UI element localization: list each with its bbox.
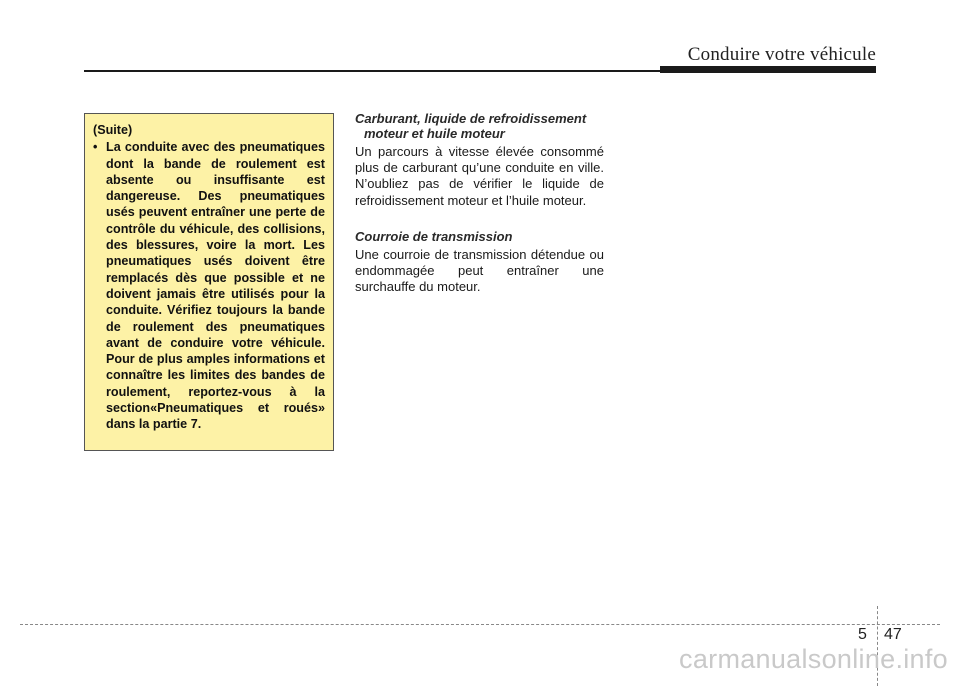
bullet-icon: • [93,140,98,155]
right-column [355,111,604,295]
footer-rule [20,624,940,625]
chapter-number: 5 [858,626,867,643]
section-body: Une courroie de transmission détendue ou endommagée peut entraîner une surchauffe du moteur. [355,246,604,295]
section-heading [355,229,604,244]
section-heading-line1: Carburant, liquide de refroidissement [355,111,587,126]
warning-text: La conduite avec des pneumatiques dont la bande de roulement est absente ou insuffisante est dangereuse. Des pneumatiques usés peuvent entraîner une perte de contrôle du véhicule, des collisions, des blessures, voire la mort. Les pneumatiques usés doivent être remplacés dès que possible et ne doivent jamais être utilisés pour la conduite. Vérifiez toujours la bande de roulement des pneumatiques avant de conduire votre véhicule. Pour de plus amples informations et connaître les limites des bandes de roulement, reportez-vous à la section«Pneumatiques et roués» dans la partie 7. [106,140,325,432]
header-rule [84,70,660,72]
page-number: 47 [884,626,902,643]
section-belt [355,229,604,296]
section-heading [355,111,604,141]
section-body: Un parcours à vitesse élevée consommé plus de carburant qu’une conduite en ville. N’oubliez pas de vérifier le liquide de refroidissement moteur et l’huile moteur. [355,144,604,208]
header-rule-thick [660,66,876,73]
section-fuel [355,111,604,209]
header-title: Conduire votre véhicule [687,44,876,65]
warning-box [84,113,334,451]
section-heading-line2: moteur et huile moteur [364,126,505,141]
warning-item [93,139,325,432]
watermark: carmanualsonline.info [679,644,948,674]
section-heading-line1: Courroie de transmission [355,228,513,244]
warning-suite-label: (Suite) [93,123,133,137]
